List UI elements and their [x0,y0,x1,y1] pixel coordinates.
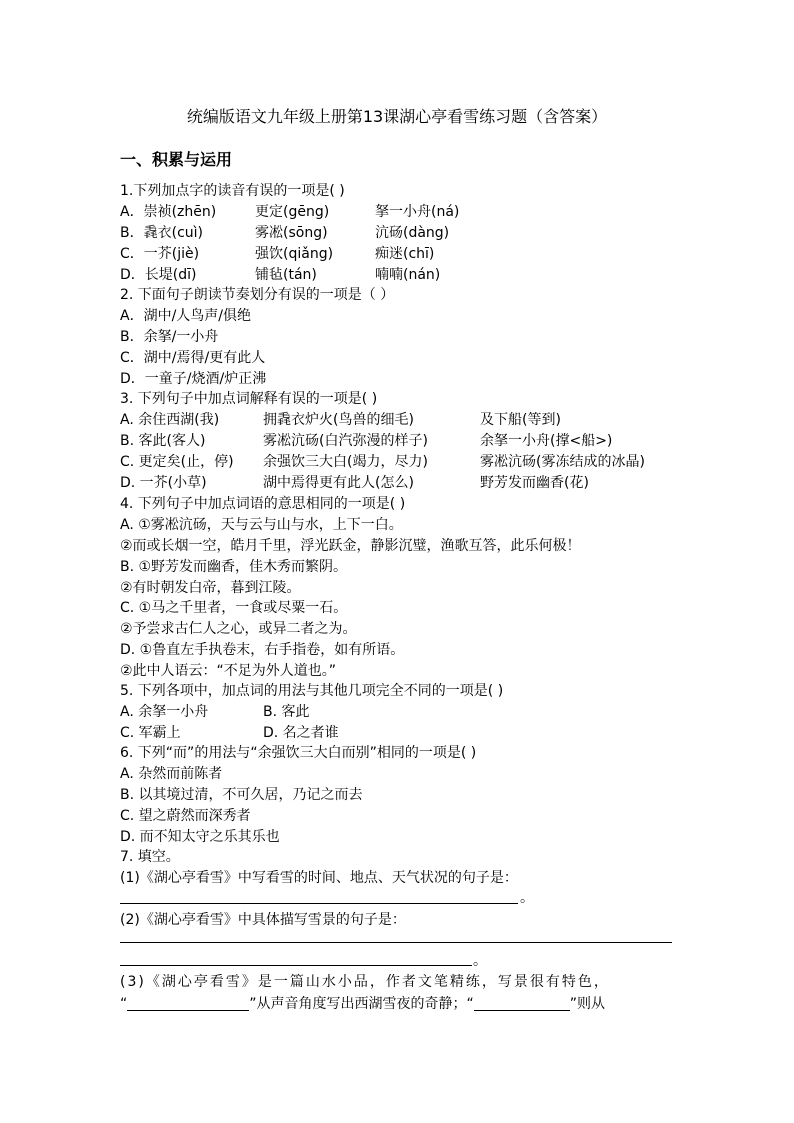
section-heading: 一、积累与运用 [120,150,233,169]
answer-blank-3a[interactable] [127,994,249,1011]
q1-option-c-2: 强饮(qiǎng) [255,246,334,262]
q3-option-b: B. 客此(客人) [120,433,206,449]
q2-option-d: D．一童子/烧酒/炉正沸 [120,371,267,387]
q5-option-a: A. 余拏一小舟 [120,704,209,720]
q3-option-b-3: 余拏一小舟(撑<船>) [480,433,613,449]
question-7-stem: 7. 填空。 [120,849,180,865]
q4-line-8: ②此中人语云：“不足为外人道也。” [120,663,337,679]
q1-option-b-3: 沆砀(dàng) [375,225,450,241]
q5-option-d: D. 名之者谁 [263,725,339,741]
answer-blank-2b[interactable] [120,965,472,966]
q1-option-b: B．毳衣(cuì) [120,225,203,241]
q2-option-b: B．余拏/一小舟 [120,329,219,345]
q7-part-2-end: 。 [473,953,487,969]
q1-option-d-3: 喃喃(nán) [375,267,441,283]
q5-option-c: C. 军霸上 [120,725,181,741]
document-title: 统编版语文九年级上册第13课湖心亭看雪练习题（含答案） [186,107,608,126]
q3-option-b-2: 雾凇沆砀(白汽弥漫的样子) [263,433,428,449]
q1-option-a-3: 拏一小舟(ná) [375,204,460,220]
q7-part-2: (2)《湖心亭看雪》中具体描写雪景的句子是： [120,912,406,928]
q2-option-c: C．湖中/焉得/更有此人 [120,350,266,366]
q6-option-c: C. 望之蔚然而深秀者 [120,808,251,824]
q1-option-d: D．长堤(dī) [120,267,197,283]
q3-option-a-3: 及下船(等到) [480,412,561,428]
q5-option-b: B. 客此 [263,704,310,720]
q1-option-b-2: 雾凇(sōng) [255,225,328,241]
question-4-stem: 4. 下列句子中加点词语的意思相同的一项是( ) [120,496,406,512]
q1-option-c-3: 痴迷(chī) [375,246,435,262]
q3-option-d: D. 一芥(小草) [120,475,207,491]
answer-blank-1[interactable] [120,903,518,904]
q4-line-7: D. ①鲁直左手执卷末，右手指卷，如有所语。 [120,642,405,658]
q4-line-3: B. ①野芳发而幽香，佳木秀而繁阴。 [120,559,348,575]
q6-option-b: B. 以其境过清，不可久居，乃记之而去 [120,787,363,803]
quote-open: “ [120,996,128,1012]
q3-option-a-2: 拥毳衣炉火(鸟兽的细毛) [263,412,414,428]
q1-option-c: C．一芥(jiè) [120,246,200,262]
q3-option-c: C. 更定矣(止，停) [120,454,234,470]
question-5-stem: 5. 下列各项中，加点词的用法与其他几项完全不同的一项是( ) [120,683,504,699]
q7-part-3-mid: ”从声音角度写出西湖雪夜的奇静；“ [249,996,474,1012]
q3-option-d-3: 野芳发而幽香(花) [480,475,589,491]
q7-part-1-end: 。 [520,890,534,906]
q1-option-a-2: 更定(gēng) [255,204,330,220]
question-2-stem: 2. 下面句子朗读节奏划分有误的一项是（ ） [120,287,395,303]
q3-option-c-2: 余强饮三大白(竭力，尽力) [263,454,428,470]
q4-line-5: C. ①马之千里者，一食或尽粟一石。 [120,600,348,616]
q4-line-1: A. ①雾凇沆砀，天与云与山与水，上下一白。 [120,517,403,533]
q1-option-a: A．崇祯(zhēn) [120,204,217,220]
q4-line-4: ②有时朝发白帝，暮到江陵。 [120,580,301,596]
question-3-stem: 3. 下列句子中加点词解释有误的一项是( ) [120,391,378,407]
question-6-stem: 6. 下列“而”的用法与“余强饮三大白而别”相同的一项是( ) [120,745,477,761]
answer-blank-2a[interactable] [120,942,672,943]
q7-part-3-line-1: (3)《湖心亭看雪》是一篇山水小品，作者文笔精练，写景很有特色， [120,974,610,990]
q3-option-a: A. 余住西湖(我) [120,412,220,428]
q3-option-c-3: 雾凇沆砀(雾冻结成的冰晶) [480,454,645,470]
q6-option-d: D. 而不知太守之乐其乐也 [120,829,280,845]
q4-line-2: ②而或长烟一空，皓月千里，浮光跃金，静影沉璧，渔歌互答，此乐何极！ [120,538,581,554]
q7-part-3-line-2 [120,994,605,1014]
question-1-stem: 1.下列加点字的读音有误的一项是( ) [120,183,345,199]
answer-blank-3b[interactable] [474,994,570,1011]
q7-part-3-end: ”则从 [569,996,606,1012]
q6-option-a: A. 杂然而前陈者 [120,766,223,782]
q7-part-1: (1)《湖心亭看雪》中写看雪的时间、地点、天气状况的句子是： [120,870,518,886]
q4-line-6: ②予尝求古仁人之心，或异二者之为。 [120,621,357,637]
q2-option-a: A．湖中/人鸟声/俱绝 [120,308,252,324]
q3-option-d-2: 湖中焉得更有此人(怎么) [263,475,414,491]
q1-option-d-2: 铺毡(tán) [255,267,317,283]
